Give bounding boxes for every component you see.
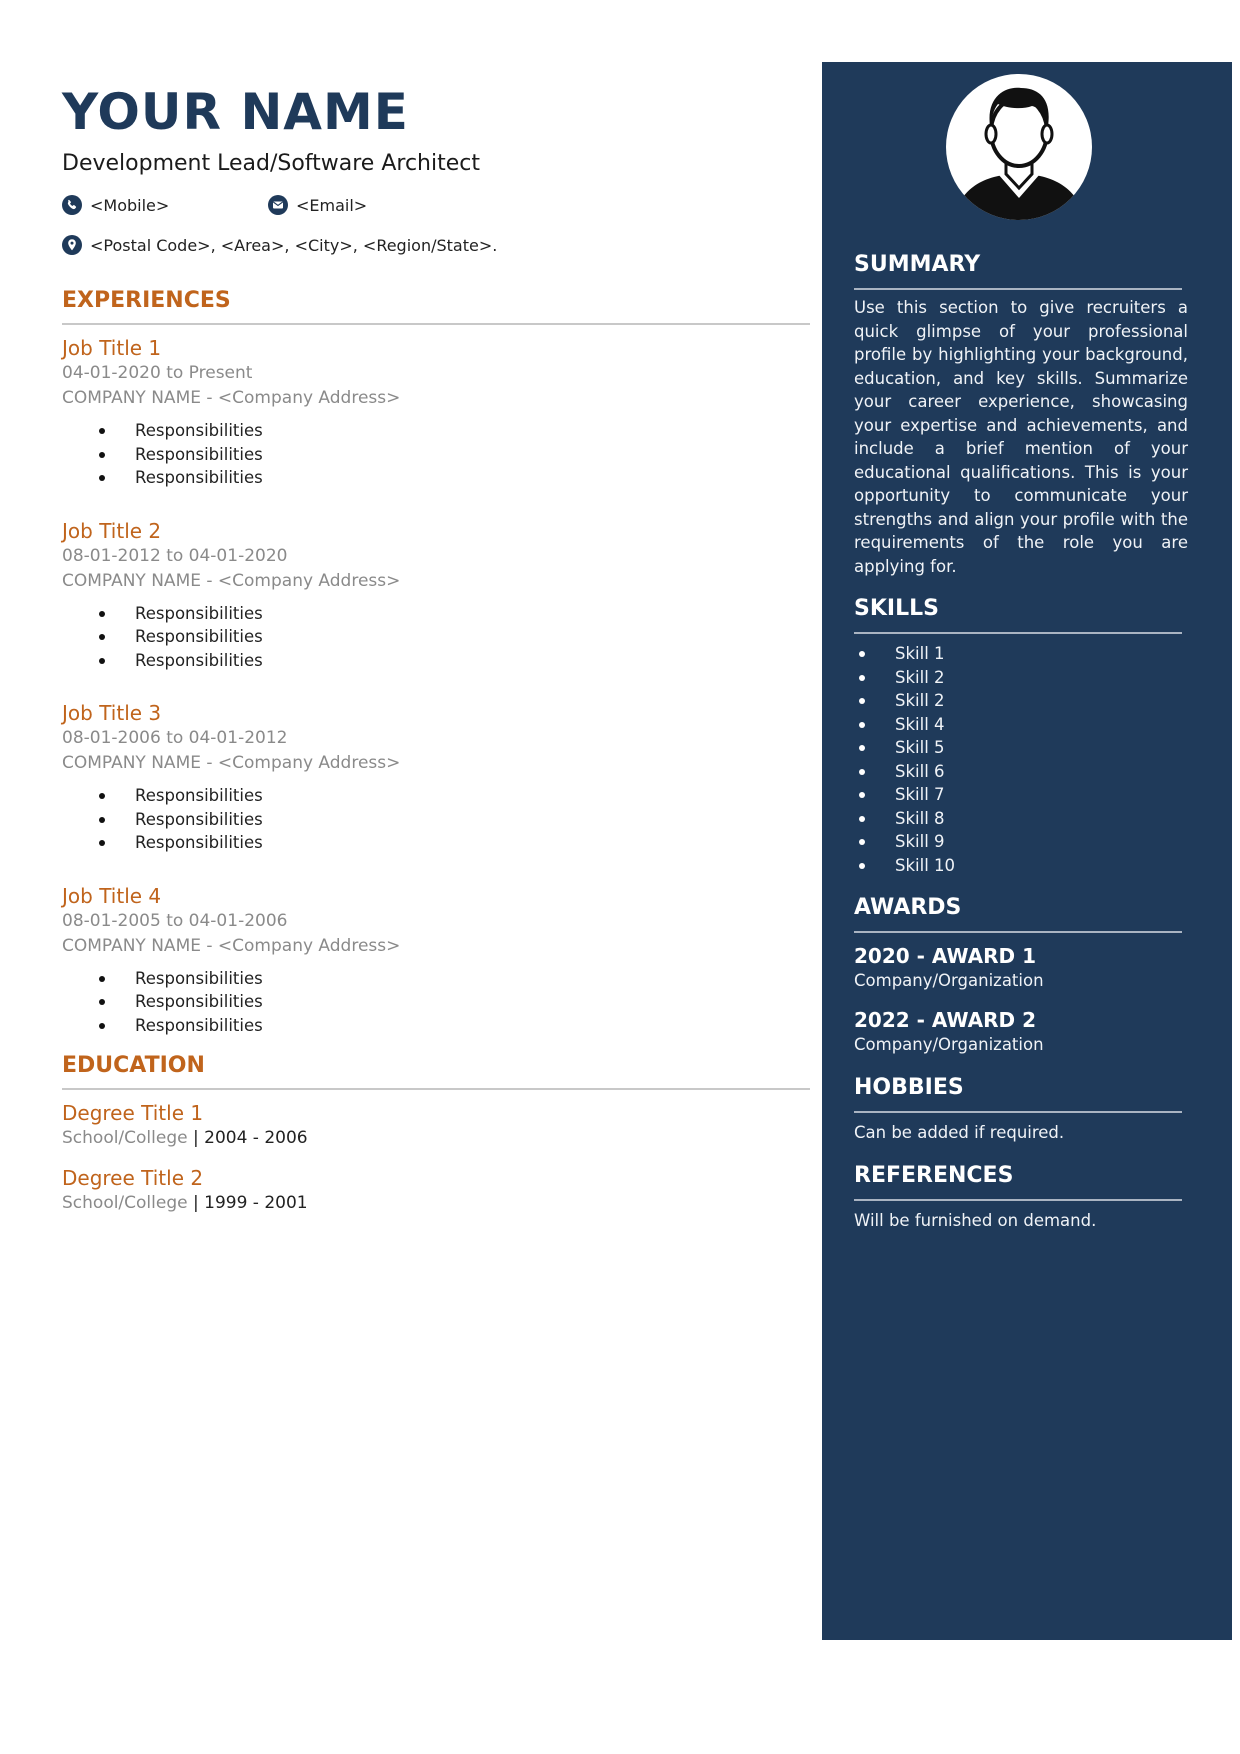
skill-item: Skill 4 (854, 713, 1188, 737)
responsibility-item: Responsibilities (62, 649, 810, 673)
contact-row-primary (62, 192, 810, 218)
skills-divider (854, 632, 1182, 634)
hobbies-divider (854, 1111, 1182, 1113)
award-organization: Company/Organization (854, 971, 1044, 990)
job-title: Job Title 1 (62, 336, 162, 360)
job-company: COMPANY NAME - <Company Address> (62, 935, 401, 956)
responsibility-item: Responsibilities (62, 625, 810, 649)
references-heading: REFERENCES (854, 1163, 1014, 1188)
hobbies-text: Can be added if required. (854, 1123, 1065, 1142)
job-dates: 08-01-2006 to 04-01-2012 (62, 728, 288, 748)
skill-item: Skill 10 (854, 854, 1188, 878)
contact-mobile (62, 195, 268, 215)
summary-heading: SUMMARY (854, 252, 981, 277)
job-company: COMPANY NAME - <Company Address> (62, 388, 401, 408)
summary-text: Use this section to give recruiters a quick glimpse of your professional profile by highlighting your background, education, and key skills. Summarize your career experience, showcasing your expertise and achievements, and include a brief mention of your educational qualifications. This is your opportunity to communicate your strengths and align your profile with the requirements of the role you are applying for. (854, 298, 1188, 576)
job-dates: 08-01-2012 to 04-01-2020 (62, 545, 288, 566)
job-entry (62, 883, 810, 1038)
user-avatar-icon (946, 74, 1092, 220)
job-title: Job Title 3 (62, 701, 162, 725)
school-name: School/College (62, 1193, 188, 1213)
hobbies-section (854, 1073, 1188, 1145)
responsibility-item: Responsibilities (62, 443, 810, 467)
education-heading: EDUCATION (62, 1053, 205, 1078)
job-title: Job Title 2 (62, 518, 162, 543)
responsibility-item: Responsibilities (62, 967, 810, 991)
job-entry (62, 518, 810, 673)
mobile-text: <Mobile> (90, 195, 170, 215)
education-divider (62, 1088, 810, 1090)
skill-item: Skill 2 (854, 666, 1188, 690)
email-text: <Email> (296, 195, 368, 215)
phone-icon (62, 195, 82, 215)
responsibility-item: Responsibilities (62, 466, 810, 490)
avatar (946, 74, 1092, 220)
skill-item: Skill 9 (854, 830, 1188, 854)
experience-list (62, 335, 810, 1037)
awards-heading: AWARDS (854, 895, 962, 920)
responsibility-item: Responsibilities (62, 784, 810, 808)
skill-item: Skill 7 (854, 783, 1188, 807)
education-years: | 1999 - 2001 (187, 1193, 308, 1213)
award-entry (854, 1007, 1188, 1057)
responsibility-list (62, 419, 810, 490)
awards-list (854, 943, 1188, 1057)
education-details (62, 1126, 810, 1151)
degree-title: Degree Title 2 (62, 1166, 204, 1190)
education-years: | 2004 - 2006 (187, 1128, 308, 1148)
skill-item: Skill 5 (854, 736, 1188, 760)
responsibility-item: Responsibilities (62, 831, 810, 855)
sidebar-content (854, 250, 1188, 1233)
contact-row-address (62, 232, 810, 258)
sidebar (822, 62, 1232, 1640)
experiences-divider (62, 323, 810, 325)
skill-item: Skill 1 (854, 642, 1188, 666)
skills-section (854, 594, 1188, 877)
hobbies-heading: HOBBIES (854, 1075, 964, 1100)
summary-divider (854, 288, 1182, 290)
responsibility-item: Responsibilities (62, 808, 810, 832)
skills-heading: SKILLS (854, 596, 939, 621)
responsibility-item: Responsibilities (62, 1014, 810, 1038)
awards-divider (854, 931, 1182, 933)
candidate-role: Development Lead/Software Architect (62, 151, 480, 176)
address-text: <Postal Code>, <Area>, <City>, <Region/State>. (90, 235, 498, 255)
degree-title: Degree Title 1 (62, 1101, 204, 1125)
award-title: 2022 - AWARD 2 (854, 1008, 1036, 1032)
candidate-name: YOUR NAME (62, 83, 409, 141)
responsibility-item: Responsibilities (62, 419, 810, 443)
contact-address (62, 235, 497, 255)
email-icon (268, 195, 288, 215)
contact-email (268, 195, 367, 215)
award-entry (854, 943, 1188, 993)
responsibility-list (62, 784, 810, 855)
references-text: Will be furnished on demand. (854, 1211, 1097, 1230)
job-dates: 04-01-2020 to Present (62, 363, 253, 383)
job-dates: 08-01-2005 to 04-01-2006 (62, 910, 288, 931)
skill-item: Skill 8 (854, 807, 1188, 831)
award-organization: Company/Organization (854, 1035, 1044, 1054)
job-entry (62, 335, 810, 490)
education-entry (62, 1165, 810, 1216)
skill-item: Skill 6 (854, 760, 1188, 784)
responsibility-item: Responsibilities (62, 602, 810, 626)
references-divider (854, 1199, 1182, 1201)
job-company: COMPANY NAME - <Company Address> (62, 753, 401, 773)
awards-section (854, 893, 1188, 1057)
responsibility-item: Responsibilities (62, 990, 810, 1014)
location-pin-icon (62, 235, 82, 255)
main-column (62, 82, 810, 1216)
education-list (62, 1100, 810, 1216)
job-entry (62, 700, 810, 855)
responsibility-list (62, 602, 810, 673)
school-name: School/College (62, 1128, 188, 1148)
references-section (854, 1161, 1188, 1233)
education-entry (62, 1100, 810, 1151)
skill-item: Skill 2 (854, 689, 1188, 713)
job-title: Job Title 4 (62, 883, 162, 908)
responsibility-list (62, 967, 810, 1038)
award-title: 2020 - AWARD 1 (854, 944, 1036, 968)
skills-list (854, 642, 1188, 877)
experiences-heading: EXPERIENCES (62, 288, 231, 313)
job-company: COMPANY NAME - <Company Address> (62, 570, 401, 591)
education-details (62, 1191, 810, 1216)
